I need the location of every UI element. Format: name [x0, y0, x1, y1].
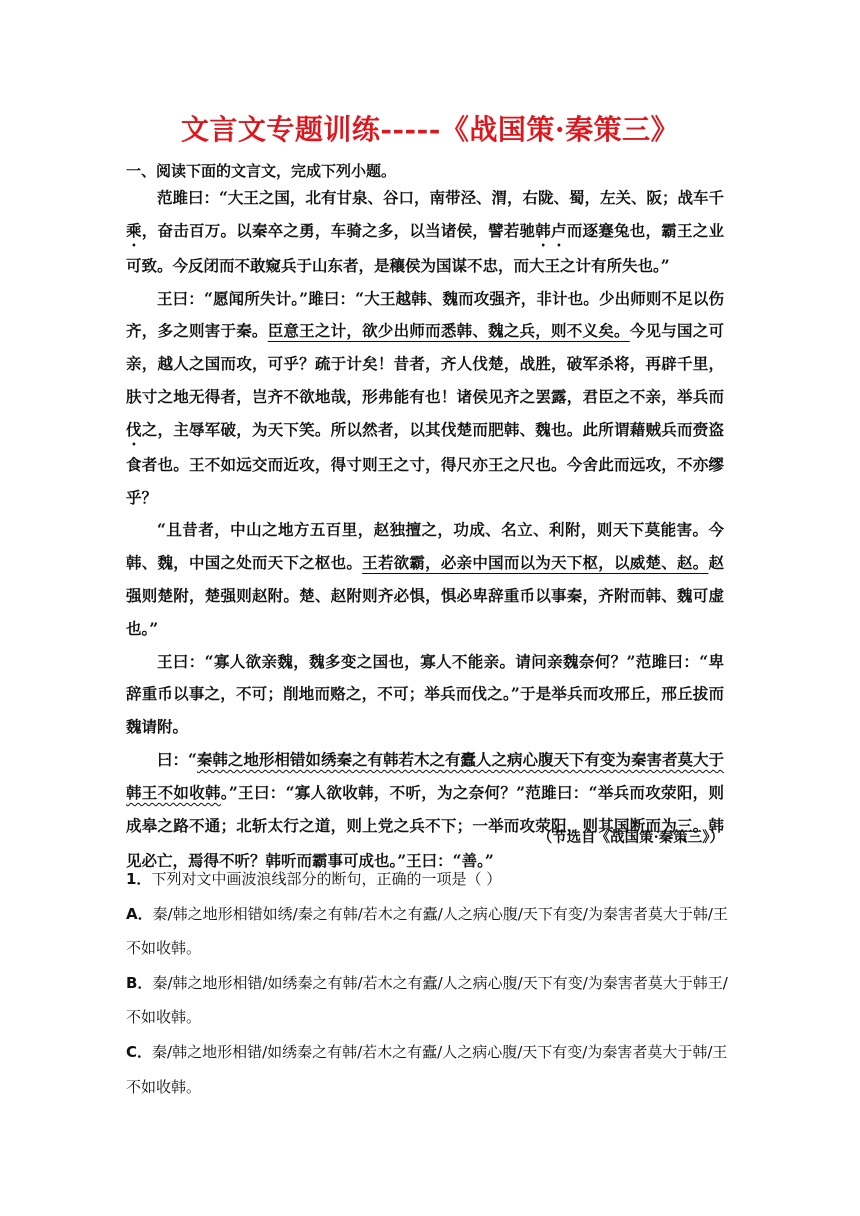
wavy-underlined-text: 秦韩之地形相错如绣秦之有韩若木之有蠹人之病心腹天下有变为秦害者莫大于韩王不如收韩	[126, 749, 724, 802]
paragraph-4: 王曰：“寡人欲亲魏，魏多变之国也，寡人不能亲。请问亲魏奈何？”范雎曰：“卑辞重币以事之，不可；削地而赂之，不可；举兵而伐之。”于是举兵而攻邢丘，邢丘拔而魏请附。	[126, 651, 724, 737]
paragraph-5: 曰：“秦韩之地形相错如绣秦之有韩若木之有蠹人之病心腹天下有变为秦害者莫大于韩王不如收韩。”王曰：“寡人欲收韩，不听，为之奈何？”范雎曰：“举兵而攻荥阳，则成皋之路不通；北斩太行之道，则上党之兵不下；一举而攻荥阳，则其国断而为三。韩见必亡，焉得不听？韩听而霸事可成也。”王曰：“善。”	[126, 749, 724, 870]
paragraph-3: “且昔者，中山之地方五百里，赵独擅之，功成、名立、利附，则天下莫能害。今韩、魏，中国之处而天下之枢也。王若欲霸，必亲中国而以为天下枢，以威楚、赵。赵强则楚附，楚强则赵附。楚、赵附则齐必惧，惧必卑辞重币以事秦，齐附而韩、魏可虚也。”	[126, 520, 724, 638]
dotted-char: 乘	[126, 220, 142, 240]
question-block	[126, 862, 736, 1104]
option-a: A．秦/韩之地形相错如绣/秦之有韩/若木之有蠹/人之病心腹/天下有变/为秦害者莫大于韩/王不如收韩。	[126, 904, 728, 958]
option-c: C．秦/韩之地形相错/如绣秦之有韩/若木之有蠹/人之病心腹/天下有变/为秦害者莫大于韩/王不如收韩。	[126, 1042, 728, 1096]
question-stem: 1．下列对文中画波浪线部分的断句，正确的一项是（ ）	[126, 870, 502, 888]
dotted-char: 三	[676, 815, 693, 835]
section-heading: 一、阅读下面的文言文，完成下列小题。	[126, 162, 397, 180]
underlined-sentence: 臣意王之计，欲少出师而悉韩、魏之兵，则不义矣。	[267, 321, 630, 341]
dotted-char: 韩卢	[535, 220, 567, 240]
paragraph-2: 王曰：“愿闻所失计。”雎曰：“大王越韩、魏而攻强齐，非计也。少出师则不足以伤齐，多之则害于秦。臣意王之计，欲少出师而悉韩、魏之兵，则不义矣。今见与国之可亲，越人之国而攻，可乎？疏于计矣！昔者，齐人伐楚，战胜，破军杀将，再辟千里，肤寸之地无得者，岂齐不欲地哉，形弗能有也！诸侯见齐之罢露，君臣之不亲，举兵而伐之，主辱军破，为天下笑。所以然者，以其伐楚而肥韩、魏也。此所谓藉贼兵而赍盗食者也。王不如远交而近攻，得寸则王之寸，得尺亦王之尺也。今舍此而远攻，不亦缪乎？	[126, 288, 724, 507]
question-number: 1．	[126, 870, 152, 888]
option-b: B．秦/韩之地形相错/如绣秦之有韩/若木之有蠹/人之病心腹/天下有变/为秦害者莫大于韩王/不如收韩。	[126, 973, 728, 1027]
dotted-char: 伐	[126, 419, 142, 439]
page-title: 文言文专题训练-----《战国策·秦策三》	[180, 113, 680, 146]
source-citation: （节选自《战国策·秦策三》）	[537, 829, 724, 846]
classical-passage	[126, 182, 724, 877]
underlined-sentence: 王若欲霸，必亲中国而以为天下枢，以威楚、赵。	[362, 553, 709, 573]
paragraph-1: 范雎曰：“大王之国，北有甘泉、谷口，南带泾、渭，右陇、蜀，左关、阪；战车千乘，奋击百万。以秦卒之勇，车骑之多，以当诸侯，譬若驰韩卢而逐蹇兔也，霸王之业可致。今反闭而不敢窥兵于山东者，是穰侯为国谋不忠，而大王之计有所失也。”	[126, 188, 724, 275]
